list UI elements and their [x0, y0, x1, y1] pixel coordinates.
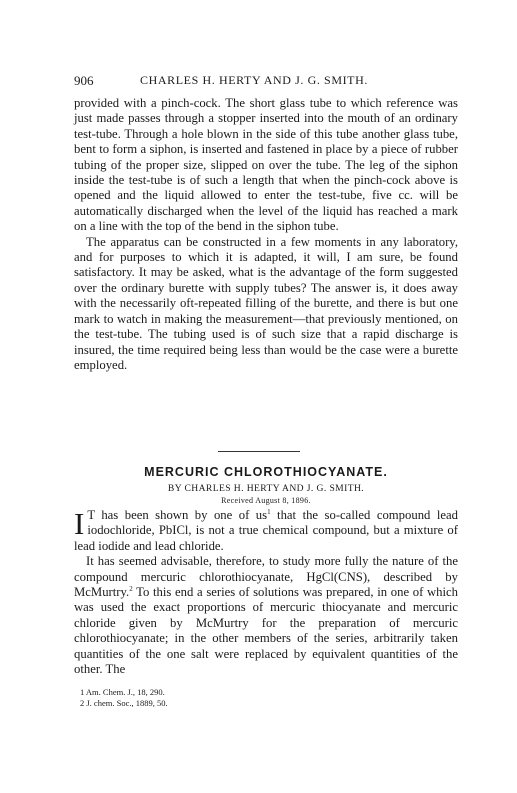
continued-text [74, 96, 458, 373]
received-date: Received August 8, 1896. [221, 496, 311, 505]
p2-text-b: To this end a series of solutions was prepared, in one of which was used the exact proportions of mercuric thiocyanate and mercuric chloride given by McMurtry for the preparation of mercuric chlorothiocyanate; in the other members of the series, arbitrarily taken quantities of the one salt were replaced by equivalent quantities of the other. The [74, 585, 458, 677]
p1-text-a: T has been shown by one of us [87, 508, 268, 522]
footnotes [80, 687, 460, 709]
drop-cap: I [74, 506, 85, 541]
article-paragraph-2 [74, 554, 458, 677]
article-byline: BY CHARLES H. HERTY AND J. G. SMITH. [167, 483, 365, 494]
paragraph-2: The apparatus can be constructed in a few moments in any laboratory, and for purposes to which it is adapted, it will, I am sure, be found satisfactory. It may be asked, what is the advantage of the form suggested over the ordinary burette with supply tubes? The answer is, it does away with the necessarily oft-repeated filling of the burette, and there is but one mark to watch in making the measurement—that previously mentioned, on the test-tube. The tubing used is of such size that a rapid discharge is insured, the time required being less than would be the case were a burette employed. [74, 234, 458, 372]
footnote-2: 2 J. chem. Soc., 1889, 50. [80, 698, 168, 708]
footnote-ref-1: 1 [267, 507, 271, 516]
p2-text-a: It has seemed advisable, therefore, to study more fully the nature of the compound mercuric chlorothiocyanate, HgCl(CNS), described by McMurtry. [74, 554, 458, 600]
article-paragraph-1 [74, 508, 458, 554]
p1-text-b: that the so-called compound lead iodochloride, PbICl, is not a true chemical compound, but a mixture of lead iodide and lead chloride. [74, 508, 459, 553]
page-number: 906 [74, 73, 94, 88]
running-head: CHARLES H. HERTY AND J. G. SMITH. [140, 73, 368, 87]
article-body [74, 508, 458, 677]
footnote-ref-2: 2 [129, 584, 133, 593]
running-header [74, 73, 464, 89]
paragraph-1: provided with a pinch-cock. The short glass tube to which reference was just made passes through a stopper inserted into the mouth of an ordinary test-tube. Through a hole blown in the side of this tube another glass tube, bent to form a siphon, is inserted and fastened in place by a piece of rubber tubing of the proper size, slipped on over the tube. The leg of the siphon inside the test-tube is of such a length that when the pinch-cock above is opened and the liquid allowed to enter the test-tube, five cc. will be automatically discharged when the level of the liquid has reached a mark on a line with the top of the bend in the siphon tube. [74, 96, 458, 234]
section-divider [218, 451, 300, 452]
article-title: MERCURIC CHLOROTHIOCYANATE. [144, 465, 388, 479]
footnote-1: 1 Am. Chem. J., 18, 290. [80, 687, 165, 697]
